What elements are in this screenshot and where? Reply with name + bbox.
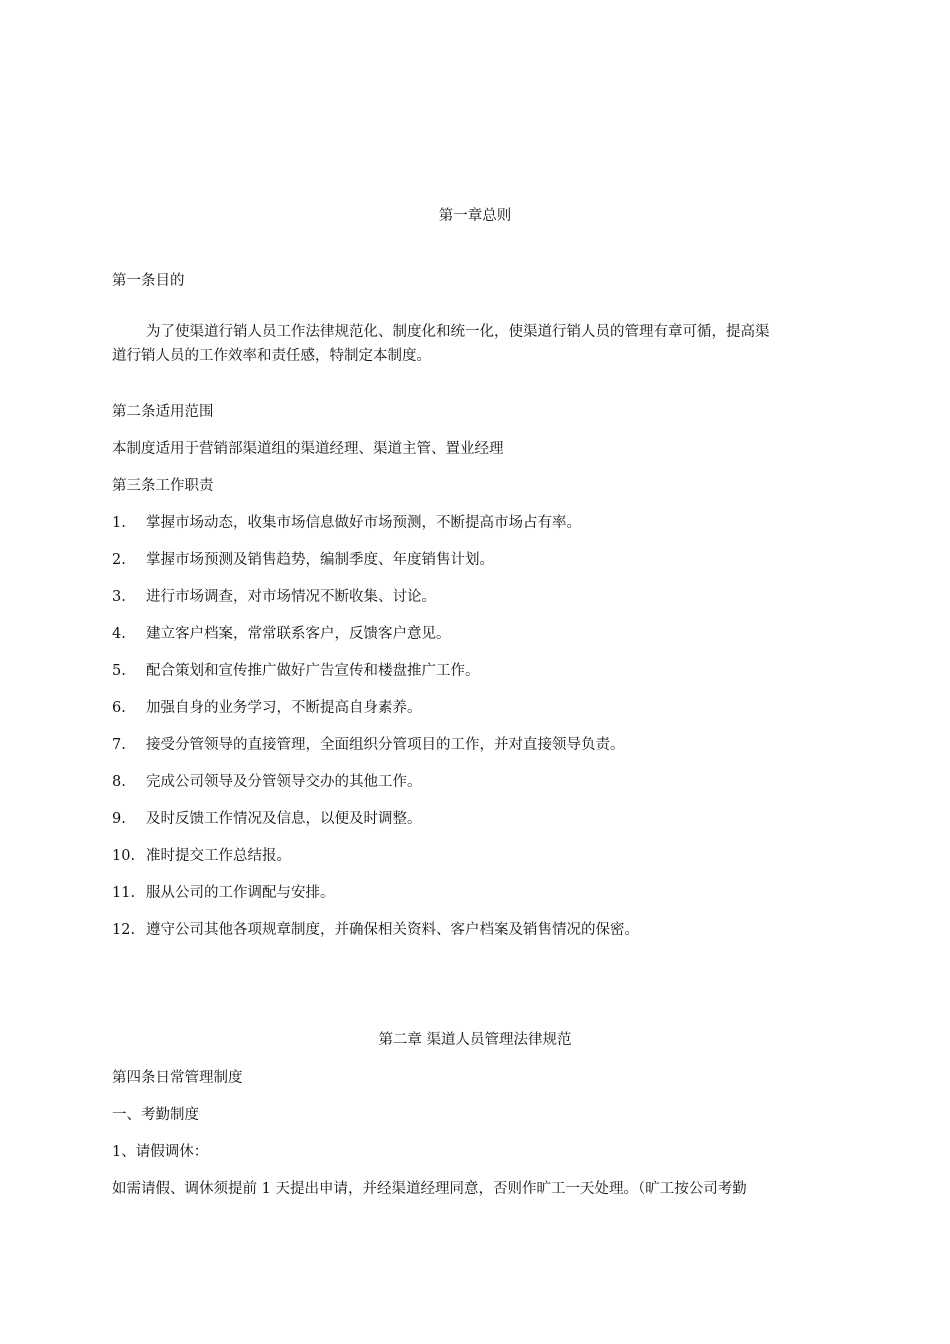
list-item-number: 6. <box>112 700 126 716</box>
list-item-number: 2. <box>112 552 126 568</box>
list-item-number: 12. <box>112 922 136 938</box>
article4-heading: 第四条日常管理制度 <box>112 1070 243 1086</box>
list-item-text: 及时反馈工作情况及信息，以便及时调整。 <box>146 811 422 827</box>
article2-heading: 第二条适用范围 <box>112 404 214 420</box>
article1-paragraph-line2: 道行销人员的工作效率和责任感，特制定本制度。 <box>112 348 431 364</box>
list-item-text: 进行市场调查，对市场情况不断收集、讨论。 <box>146 589 436 605</box>
section-attendance-heading: 一、考勤制度 <box>112 1107 199 1123</box>
list-item-number: 7. <box>112 737 126 753</box>
list-item-text: 掌握市场预测及销售趋势，编制季度、年度销售计划。 <box>146 552 494 568</box>
list-item-text: 掌握市场动态，收集市场信息做好市场预测，不断提高市场占有率。 <box>146 515 581 531</box>
list-item-number: 9. <box>112 811 126 827</box>
list-item-number: 8. <box>112 774 126 790</box>
leave-policy-text: 如需请假、调休须提前 1 天提出申请，并经渠道经理同意，否则作旷工一天处理。（旷工按公司考勤 <box>112 1181 747 1197</box>
list-item-text: 建立客户档案，常常联系客户，反馈客户意见。 <box>146 626 451 642</box>
list-item-text: 配合策划和宣传推广做好广告宣传和楼盘推广工作。 <box>146 663 480 679</box>
list-item-number: 5. <box>112 663 126 679</box>
list-item-number: 4. <box>112 626 126 642</box>
list-item-text: 加强自身的业务学习，不断提高自身素养。 <box>146 700 422 716</box>
list-item-number: 1. <box>112 515 126 531</box>
list-item-text: 接受分管领导的直接管理，全面组织分管项目的工作，并对直接领导负责。 <box>146 737 625 753</box>
article1-paragraph-line1: 为了使渠道行销人员工作法律规范化、制度化和统一化，使渠道行销人员的管理有章可循，提高渠 <box>146 324 770 340</box>
list-item-text: 遵守公司其他各项规章制度，并确保相关资料、客户档案及销售情况的保密。 <box>146 922 639 938</box>
list-item-number: 10. <box>112 848 136 864</box>
list-item-text: 准时提交工作总结报。 <box>146 848 291 864</box>
chapter2-title: 第二章 渠道人员管理法律规范 <box>378 1032 572 1048</box>
subsection-leave-heading: 1、请假调休： <box>112 1144 209 1160</box>
list-item-text: 服从公司的工作调配与安排。 <box>146 885 335 901</box>
article3-heading: 第三条工作职责 <box>112 478 214 494</box>
list-item-number: 11. <box>112 885 136 901</box>
article1-heading: 第一条目的 <box>112 273 185 289</box>
list-item-number: 3. <box>112 589 126 605</box>
article2-text: 本制度适用于营销部渠道组的渠道经理、渠道主管、置业经理 <box>112 441 504 457</box>
chapter1-title: 第一章总则 <box>438 208 512 224</box>
list-item-text: 完成公司领导及分管领导交办的其他工作。 <box>146 774 422 790</box>
